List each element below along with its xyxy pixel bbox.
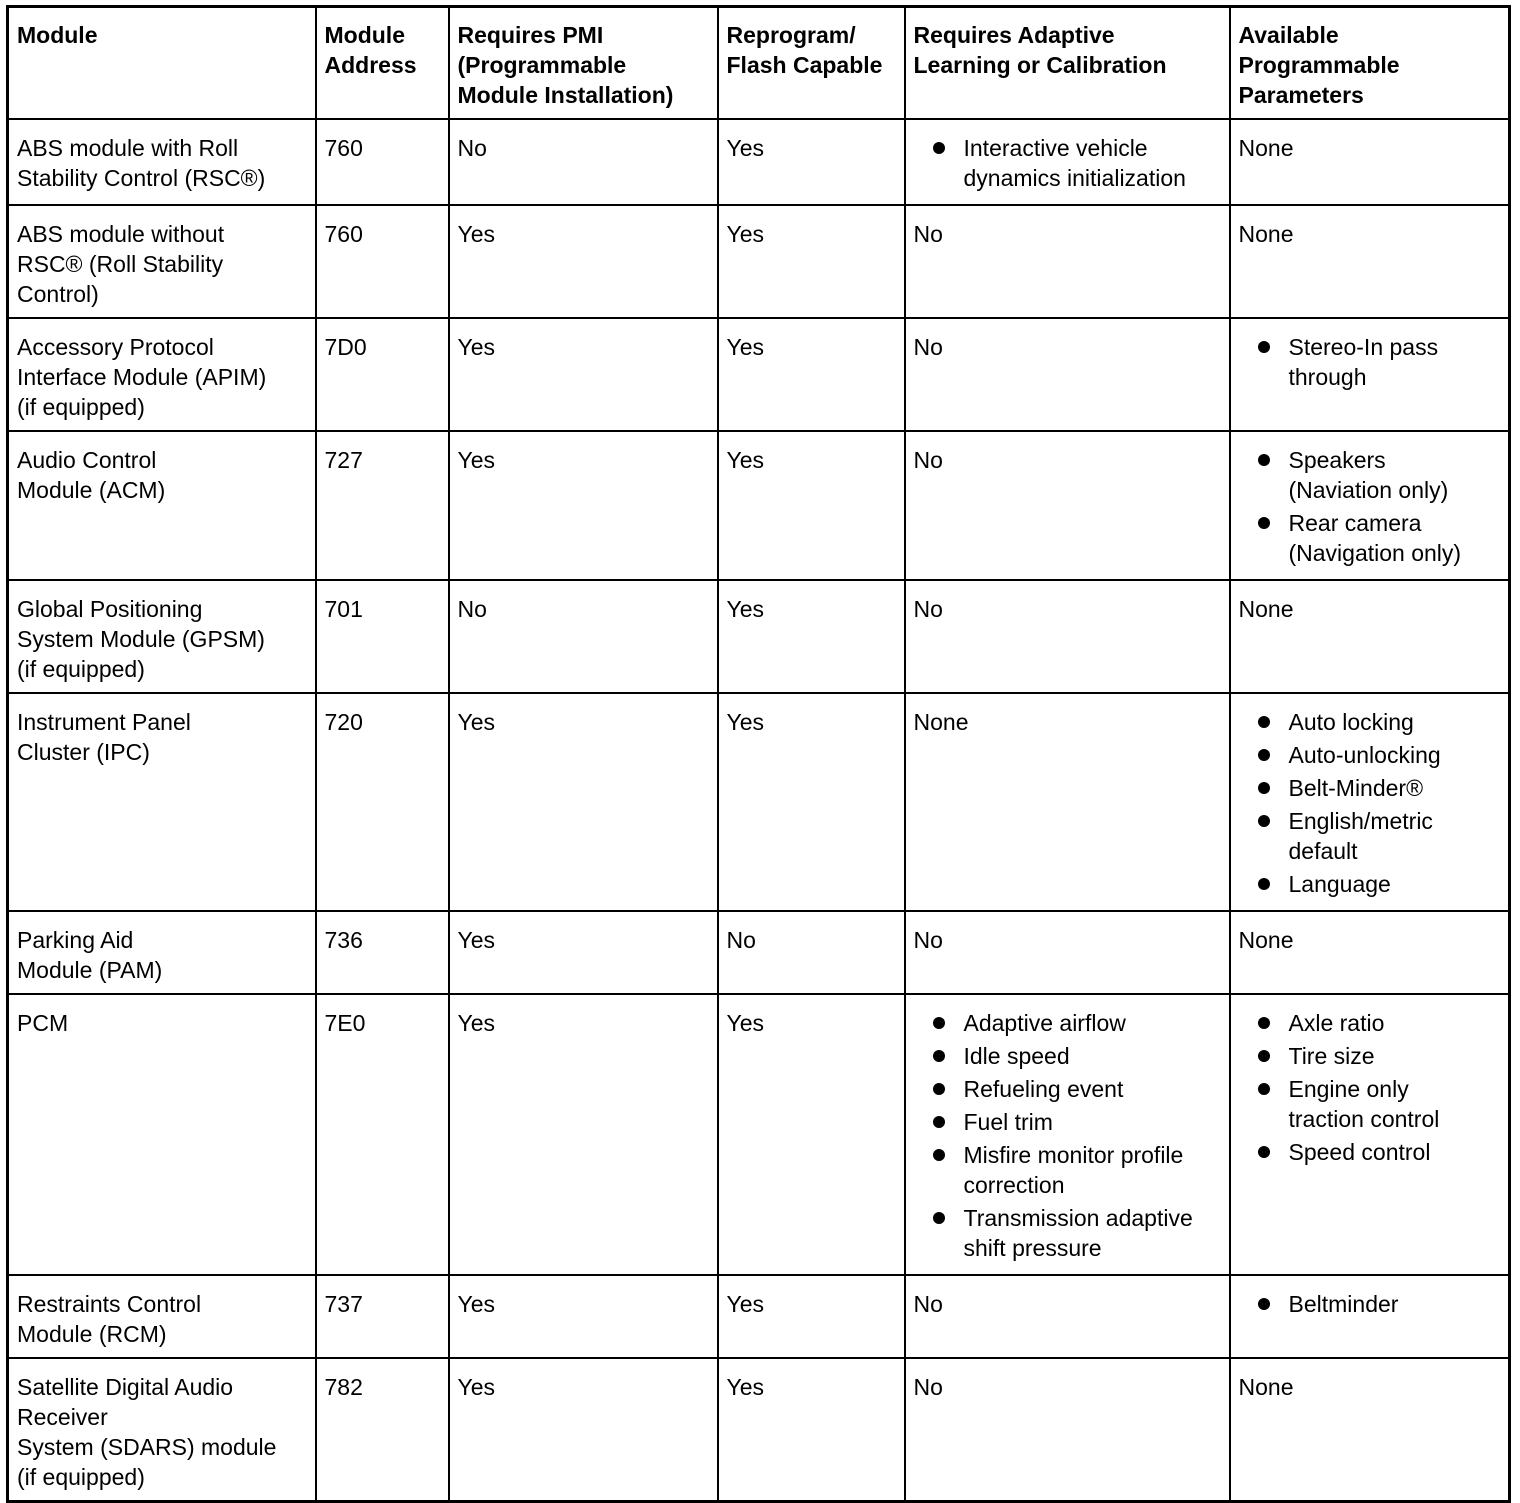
cell-params: None	[1230, 119, 1510, 205]
cell-flash: Yes	[718, 994, 905, 1275]
cell-adaptive	[905, 119, 1230, 205]
cell-adaptive	[905, 994, 1230, 1275]
cell-params: None	[1230, 1358, 1510, 1502]
cell-pmi: No	[449, 119, 718, 205]
cell-flash: Yes	[718, 1358, 905, 1502]
cell-module: ABS module without RSC® (Roll Stability Control)	[8, 205, 316, 318]
header-module-address: Module Address	[316, 7, 449, 120]
cell-pmi: Yes	[449, 911, 718, 994]
bullet-item: Auto locking	[1239, 707, 1501, 737]
table-row	[8, 318, 1510, 431]
bullet-item: Interactive vehicle dynamics initialization	[914, 133, 1221, 193]
cell-module: Audio Control Module (ACM)	[8, 431, 316, 580]
cell-adaptive: No	[905, 1358, 1230, 1502]
cell-module: Accessory Protocol Interface Module (APIM) (if equipped)	[8, 318, 316, 431]
header-row	[8, 7, 1510, 120]
cell-pmi: Yes	[449, 1275, 718, 1358]
cell-flash: No	[718, 911, 905, 994]
table-row	[8, 994, 1510, 1275]
cell-address: 727	[316, 431, 449, 580]
bullet-item: Adaptive airflow	[914, 1008, 1221, 1038]
cell-pmi: No	[449, 580, 718, 693]
cell-address: 701	[316, 580, 449, 693]
cell-adaptive: None	[905, 693, 1230, 911]
cell-params: None	[1230, 580, 1510, 693]
bullet-item: English/metric default	[1239, 806, 1501, 866]
table-row	[8, 911, 1510, 994]
cell-flash: Yes	[718, 580, 905, 693]
table-row	[8, 580, 1510, 693]
cell-params	[1230, 693, 1510, 911]
bullet-item: Speakers (Naviation only)	[1239, 445, 1501, 505]
table-row	[8, 1275, 1510, 1358]
cell-flash: Yes	[718, 693, 905, 911]
bullet-item: Engine only traction control	[1239, 1074, 1501, 1134]
cell-flash: Yes	[718, 431, 905, 580]
cell-address: 737	[316, 1275, 449, 1358]
cell-params: None	[1230, 205, 1510, 318]
cell-address: 782	[316, 1358, 449, 1502]
cell-adaptive: No	[905, 1275, 1230, 1358]
bullet-item: Misfire monitor profile correction	[914, 1140, 1221, 1200]
bullet-item: Rear camera (Navigation only)	[1239, 508, 1501, 568]
cell-params	[1230, 431, 1510, 580]
cell-module: Instrument Panel Cluster (IPC)	[8, 693, 316, 911]
cell-pmi: Yes	[449, 205, 718, 318]
cell-flash: Yes	[718, 318, 905, 431]
header-programmable-parameters: Available Programmable Parameters	[1230, 7, 1510, 120]
cell-params	[1230, 318, 1510, 431]
header-requires-pmi: Requires PMI (Programmable Module Installation)	[449, 7, 718, 120]
cell-adaptive: No	[905, 431, 1230, 580]
cell-params	[1230, 1275, 1510, 1358]
table-row	[8, 119, 1510, 205]
header-module: Module	[8, 7, 316, 120]
cell-module: Parking Aid Module (PAM)	[8, 911, 316, 994]
cell-pmi: Yes	[449, 693, 718, 911]
cell-flash: Yes	[718, 205, 905, 318]
bullet-item: Refueling event	[914, 1074, 1221, 1104]
cell-params	[1230, 994, 1510, 1275]
cell-pmi: Yes	[449, 1358, 718, 1502]
cell-flash: Yes	[718, 1275, 905, 1358]
cell-pmi: Yes	[449, 318, 718, 431]
bullet-item: Speed control	[1239, 1137, 1501, 1167]
bullet-item: Idle speed	[914, 1041, 1221, 1071]
table-row	[8, 205, 1510, 318]
bullet-item: Beltminder	[1239, 1289, 1501, 1319]
bullet-item: Language	[1239, 869, 1501, 899]
cell-module: Global Positioning System Module (GPSM) (if equipped)	[8, 580, 316, 693]
cell-module: Satellite Digital Audio Receiver System (SDARS) module (if equipped)	[8, 1358, 316, 1502]
cell-adaptive: No	[905, 318, 1230, 431]
table-row	[8, 693, 1510, 911]
cell-module: Restraints Control Module (RCM)	[8, 1275, 316, 1358]
cell-adaptive: No	[905, 205, 1230, 318]
cell-pmi: Yes	[449, 994, 718, 1275]
cell-adaptive: No	[905, 911, 1230, 994]
bullet-item: Tire size	[1239, 1041, 1501, 1071]
cell-params: None	[1230, 911, 1510, 994]
cell-address: 760	[316, 119, 449, 205]
cell-address: 7D0	[316, 318, 449, 431]
cell-address: 720	[316, 693, 449, 911]
cell-address: 736	[316, 911, 449, 994]
bullet-item: Axle ratio	[1239, 1008, 1501, 1038]
bullet-item: Stereo-In pass through	[1239, 332, 1501, 392]
cell-pmi: Yes	[449, 431, 718, 580]
bullet-item: Transmission adaptive shift pressure	[914, 1203, 1221, 1263]
cell-module: PCM	[8, 994, 316, 1275]
module-table	[6, 5, 1511, 1503]
table-row	[8, 1358, 1510, 1502]
cell-flash: Yes	[718, 119, 905, 205]
cell-module: ABS module with Roll Stability Control (RSC®)	[8, 119, 316, 205]
bullet-item: Auto-unlocking	[1239, 740, 1501, 770]
bullet-item: Fuel trim	[914, 1107, 1221, 1137]
cell-adaptive: No	[905, 580, 1230, 693]
header-reprogram-flash: Reprogram/ Flash Capable	[718, 7, 905, 120]
bullet-item: Belt-Minder®	[1239, 773, 1501, 803]
cell-address: 7E0	[316, 994, 449, 1275]
table-row	[8, 431, 1510, 580]
cell-address: 760	[316, 205, 449, 318]
header-adaptive-learning: Requires Adaptive Learning or Calibration	[905, 7, 1230, 120]
